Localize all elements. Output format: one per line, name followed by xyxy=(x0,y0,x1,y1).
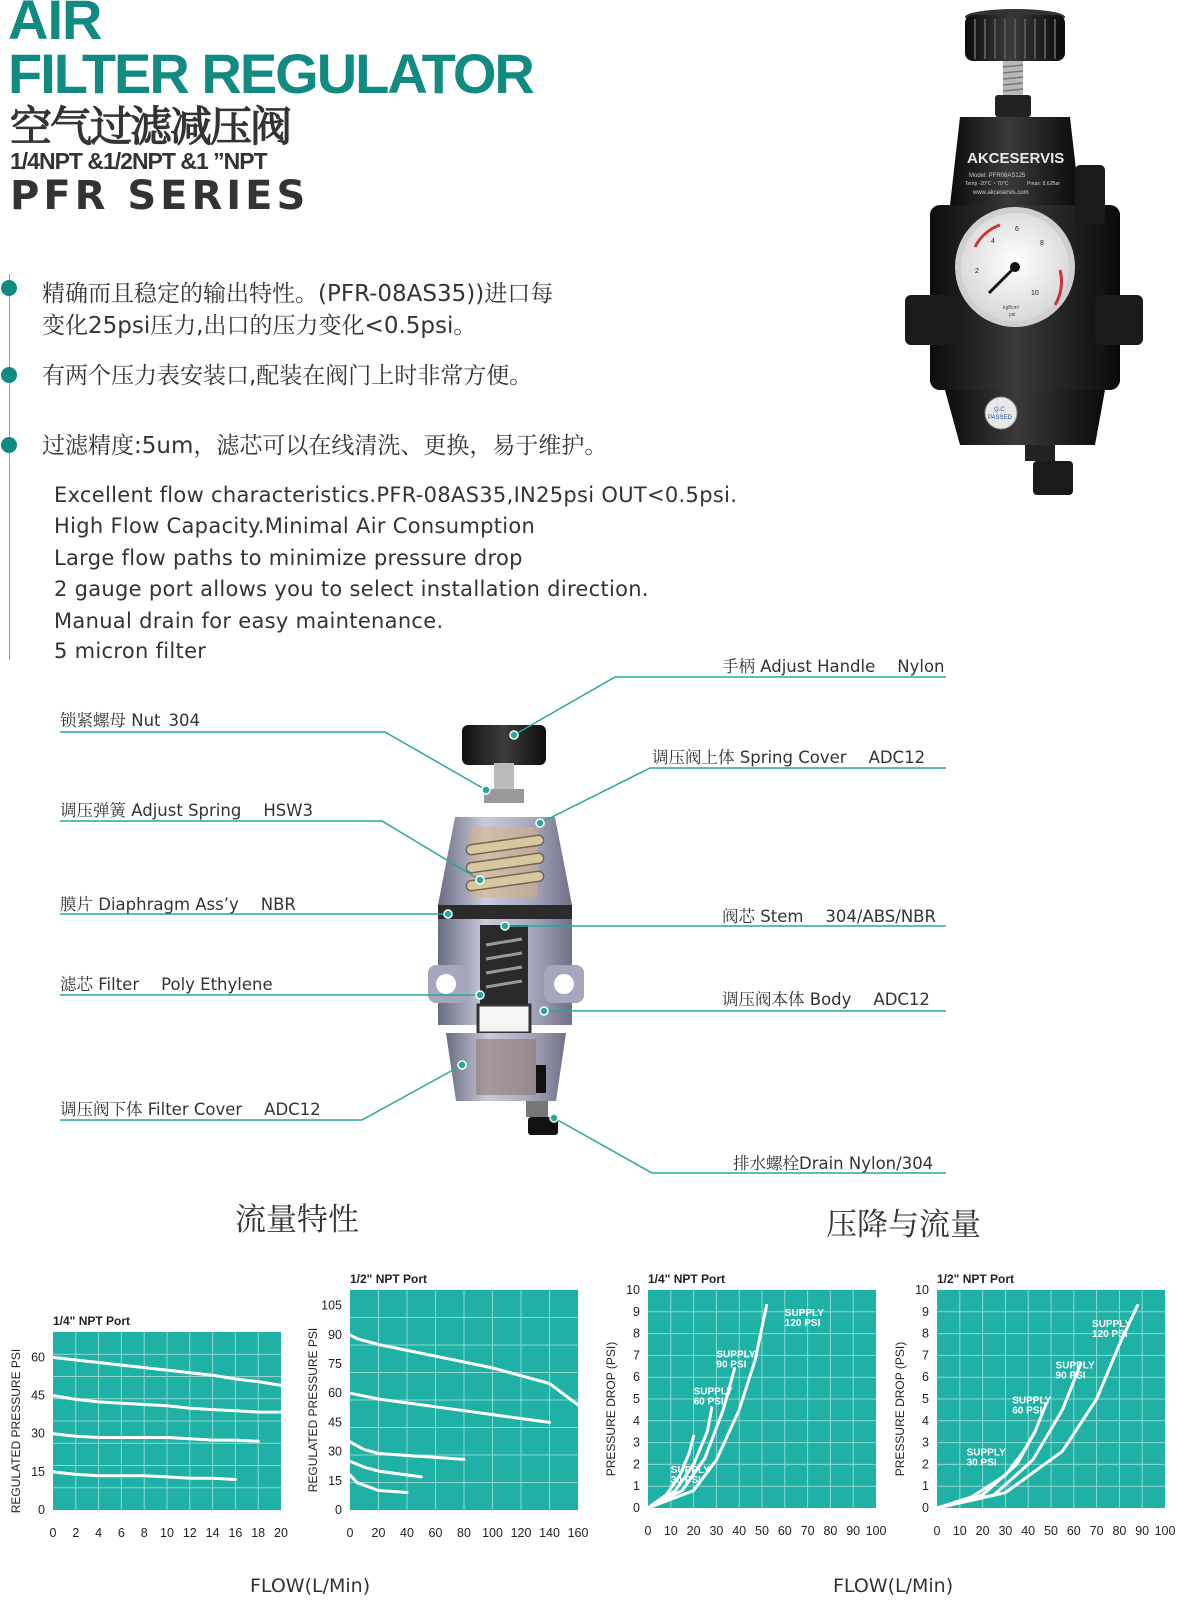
feature-en-3: Large flow paths to minimize pressure drop xyxy=(54,546,523,570)
y-tick-label: 4 xyxy=(922,1413,929,1428)
series-name: PFR SERIES xyxy=(10,173,310,219)
x-tick-label: 14 xyxy=(205,1526,220,1540)
x-tick-label: 10 xyxy=(160,1526,174,1540)
y-tick-label: 9 xyxy=(633,1304,640,1319)
x-tick-label: 20 xyxy=(975,1524,990,1538)
y-tick-label: 3 xyxy=(922,1435,929,1450)
feature-cn-3: 有两个压力表安装口,配装在阀门上时非常方便。 xyxy=(42,363,533,389)
y-axis-label: PRESSURE DROP (PSI) xyxy=(604,1341,618,1477)
series-label: 30 PSI xyxy=(966,1457,997,1469)
product-pmax: Pmax: 8.62Bar xyxy=(1027,181,1061,187)
feature-cn-2: 变化25psi压力,出口的压力变化<0.5psi。 xyxy=(42,313,477,339)
x-tick-label: 2 xyxy=(72,1526,80,1540)
gauge-tick-label: 6 xyxy=(1015,226,1019,233)
y-tick-label: 2 xyxy=(633,1457,640,1472)
x-tick-label: 20 xyxy=(274,1526,288,1540)
x-tick-label: 80 xyxy=(823,1524,838,1538)
x-tick-label: 40 xyxy=(400,1526,414,1540)
series-label: 120 PSI xyxy=(784,1318,821,1330)
y-tick-label: 0 xyxy=(633,1501,640,1515)
x-tick-label: 60 xyxy=(777,1524,792,1538)
x-tick-label: 20 xyxy=(371,1526,386,1540)
bullet-dot-icon xyxy=(1,367,17,383)
x-tick-label: 40 xyxy=(1021,1524,1036,1538)
chart-title: 1/2" NPT Port xyxy=(350,1272,428,1286)
part-label-filter-cover: 调压阀下体 Filter Cover ADC12 xyxy=(60,1100,321,1119)
y-axis-label: REGULATED PRESSURE PSI xyxy=(306,1327,320,1493)
x-tick-label: 80 xyxy=(457,1526,471,1540)
series-label: SUPPLY xyxy=(1055,1360,1095,1372)
x-tick-label: 10 xyxy=(663,1524,678,1538)
y-tick-label: 0 xyxy=(38,1503,45,1517)
feature-en-1: Excellent flow characteristics.PFR-08AS35,IN25psi OUT<0.5psi. xyxy=(54,483,738,507)
y-tick-label: 2 xyxy=(922,1457,929,1472)
gauge-unit: kgf/cm² xyxy=(1003,305,1020,311)
x-tick-label: 120 xyxy=(510,1526,532,1540)
chart-3 xyxy=(604,1272,886,1538)
bullet-dot-icon xyxy=(1,280,17,296)
part-label-adjust-handle: 手柄 Adjust Handle Nylon xyxy=(722,657,945,676)
title-chinese: 空气过滤减压阀 xyxy=(10,102,291,151)
x-tick-label: 0 xyxy=(644,1524,652,1538)
x-tick-label: 0 xyxy=(933,1524,941,1538)
x-tick-label: 0 xyxy=(49,1526,57,1540)
y-tick-label: 5 xyxy=(922,1392,929,1406)
chart-4 xyxy=(893,1272,1175,1538)
series-label: SUPPLY xyxy=(693,1386,733,1398)
y-tick-label: 60 xyxy=(31,1350,45,1365)
charts-area xyxy=(0,1262,1199,1600)
series-label: 120 PSI xyxy=(1092,1329,1128,1341)
product-image xyxy=(905,5,1145,505)
series-label: 90 PSI xyxy=(1055,1370,1086,1382)
y-tick-label: 10 xyxy=(915,1283,929,1297)
x-tick-label: 12 xyxy=(182,1526,197,1540)
series-label: SUPPLY xyxy=(966,1447,1006,1459)
qc-label: Q.C xyxy=(994,407,1005,413)
y-tick-label: 5 xyxy=(633,1392,640,1406)
chart-2 xyxy=(306,1272,588,1540)
title-filter-regulator: FILTER REGULATOR xyxy=(8,42,533,105)
x-tick-label: 80 xyxy=(1112,1524,1127,1538)
x-tick-label: 100 xyxy=(1154,1524,1176,1538)
series-label: SUPPLY xyxy=(784,1308,824,1320)
chart-title: 1/4" NPT Port xyxy=(648,1272,726,1286)
x-tick-label: 20 xyxy=(686,1524,701,1538)
gauge-unit-psi: psi xyxy=(1009,312,1016,318)
x-tick-label: 0 xyxy=(346,1526,354,1540)
gauge-tick-label: 4 xyxy=(991,238,995,245)
y-tick-label: 60 xyxy=(328,1386,342,1401)
y-tick-label: 45 xyxy=(31,1388,45,1403)
part-label-nut: 锁紧螺母 Nut 304 xyxy=(60,711,201,730)
feature-en-6: 5 micron filter xyxy=(54,639,207,663)
flow-characteristics-title: 流量特性 xyxy=(235,1202,359,1238)
y-tick-label: 10 xyxy=(626,1283,640,1297)
x-tick-label: 60 xyxy=(1066,1524,1081,1538)
product-model: Model: PFR08AS125 xyxy=(969,173,1026,179)
series-label: 60 PSI xyxy=(1012,1405,1043,1417)
y-tick-label: 30 xyxy=(31,1426,45,1441)
y-tick-label: 0 xyxy=(335,1503,342,1517)
y-tick-label: 8 xyxy=(633,1326,640,1341)
y-axis-label: PRESSURE DROP (PSI) xyxy=(893,1341,907,1477)
y-tick-label: 7 xyxy=(633,1348,640,1363)
x-tick-label: 160 xyxy=(567,1526,589,1540)
bullet-dot-icon xyxy=(1,437,17,453)
x-tick-label: 60 xyxy=(428,1526,443,1540)
flow-axis-label-left: FLOW(L/Min) xyxy=(250,1575,371,1597)
y-tick-label: 15 xyxy=(328,1473,342,1488)
series-label: SUPPLY xyxy=(670,1465,710,1477)
part-label-diaphragm: 膜片 Diaphragm Ass’y NBR xyxy=(60,895,296,914)
gauge-tick-label: 10 xyxy=(1031,290,1039,297)
y-tick-label: 6 xyxy=(922,1370,929,1385)
y-tick-label: 9 xyxy=(922,1304,929,1319)
y-tick-label: 105 xyxy=(321,1298,342,1313)
x-tick-label: 50 xyxy=(755,1524,769,1538)
x-tick-label: 30 xyxy=(709,1524,724,1538)
series-label: 90 PSI xyxy=(716,1359,747,1371)
y-tick-label: 90 xyxy=(328,1327,342,1342)
pressure-drop-title: 压降与流量 xyxy=(826,1207,981,1243)
x-tick-label: 70 xyxy=(800,1524,815,1538)
y-tick-label: 8 xyxy=(922,1326,929,1341)
y-tick-label: 0 xyxy=(922,1501,929,1515)
part-label-adjust-spring: 调压弹簧 Adjust Spring HSW3 xyxy=(60,801,314,820)
gauge-tick-label: 2 xyxy=(975,268,979,275)
x-tick-label: 4 xyxy=(95,1526,103,1540)
part-label-drain: 排水螺栓Drain Nylon/304 xyxy=(733,1154,934,1173)
part-label-spring-cover: 调压阀上体 Spring Cover ADC12 xyxy=(652,748,926,767)
x-tick-label: 30 xyxy=(998,1524,1013,1538)
port-sizes: 1/4NPT &1/2NPT &1 ”NPT xyxy=(10,148,267,174)
x-tick-label: 10 xyxy=(952,1524,967,1538)
y-tick-label: 1 xyxy=(922,1479,929,1494)
series-label: 60 PSI xyxy=(693,1396,724,1408)
flow-axis-label-right: FLOW(L/Min) xyxy=(833,1575,954,1597)
series-label: SUPPLY xyxy=(1012,1395,1052,1407)
x-tick-label: 50 xyxy=(1044,1524,1058,1538)
feature-cn-4: 过滤精度:5um，滤芯可以在线清洗、更换，易于维护。 xyxy=(42,433,608,459)
y-tick-label: 15 xyxy=(31,1464,45,1479)
chart-title: 1/4" NPT Port xyxy=(53,1314,131,1328)
y-tick-label: 75 xyxy=(328,1356,342,1371)
part-label-body: 调压阀本体 Body ADC12 xyxy=(722,990,930,1009)
y-tick-label: 4 xyxy=(633,1413,640,1428)
x-tick-label: 90 xyxy=(846,1524,861,1538)
x-tick-label: 40 xyxy=(732,1524,747,1538)
y-tick-label: 7 xyxy=(922,1348,929,1363)
product-temp: Temp -20°C ~ 70°C xyxy=(965,181,1009,187)
x-tick-label: 6 xyxy=(117,1526,125,1540)
y-tick-label: 30 xyxy=(328,1444,342,1459)
feature-cn-1: 精确而且稳定的输出特性。(PFR-08AS35))进口每 xyxy=(42,281,554,307)
x-tick-label: 16 xyxy=(228,1526,243,1540)
part-label-stem: 阀芯 Stem 304/ABS/NBR xyxy=(722,907,936,926)
product-website: www.akceservis.com xyxy=(973,190,1029,196)
chart-1 xyxy=(9,1314,288,1540)
product-brand: AKCESERVIS xyxy=(967,150,1065,167)
x-tick-label: 18 xyxy=(251,1526,266,1540)
gauge-tick-label: 8 xyxy=(1040,240,1044,247)
qc-passed-label: PASSED xyxy=(988,415,1012,421)
part-label-filter: 滤芯 Filter Poly Ethylene xyxy=(60,975,273,994)
series-label: SUPPLY xyxy=(716,1349,756,1361)
feature-timeline-line xyxy=(9,274,10,660)
y-tick-label: 6 xyxy=(633,1370,640,1385)
y-tick-label: 1 xyxy=(633,1479,640,1494)
chart-title: 1/2" NPT Port xyxy=(937,1272,1015,1286)
x-tick-label: 90 xyxy=(1135,1524,1150,1538)
feature-en-4: 2 gauge port allows you to select installation direction. xyxy=(54,577,649,601)
y-tick-label: 45 xyxy=(328,1415,342,1430)
y-axis-label: REGULATED PRESSURE PSI xyxy=(9,1348,23,1514)
title-air: AIR xyxy=(8,0,102,51)
x-tick-label: 100 xyxy=(865,1524,887,1538)
x-tick-label: 100 xyxy=(482,1526,503,1540)
x-tick-label: 140 xyxy=(539,1526,560,1540)
feature-en-2: High Flow Capacity.Minimal Air Consumption xyxy=(54,514,536,538)
feature-en-5: Manual drain for easy maintenance. xyxy=(54,609,444,633)
x-tick-label: 8 xyxy=(140,1526,148,1540)
y-tick-label: 3 xyxy=(633,1435,640,1450)
series-label: 30 PSI xyxy=(670,1475,701,1487)
series-label: SUPPLY xyxy=(1092,1319,1132,1331)
x-tick-label: 70 xyxy=(1089,1524,1104,1538)
